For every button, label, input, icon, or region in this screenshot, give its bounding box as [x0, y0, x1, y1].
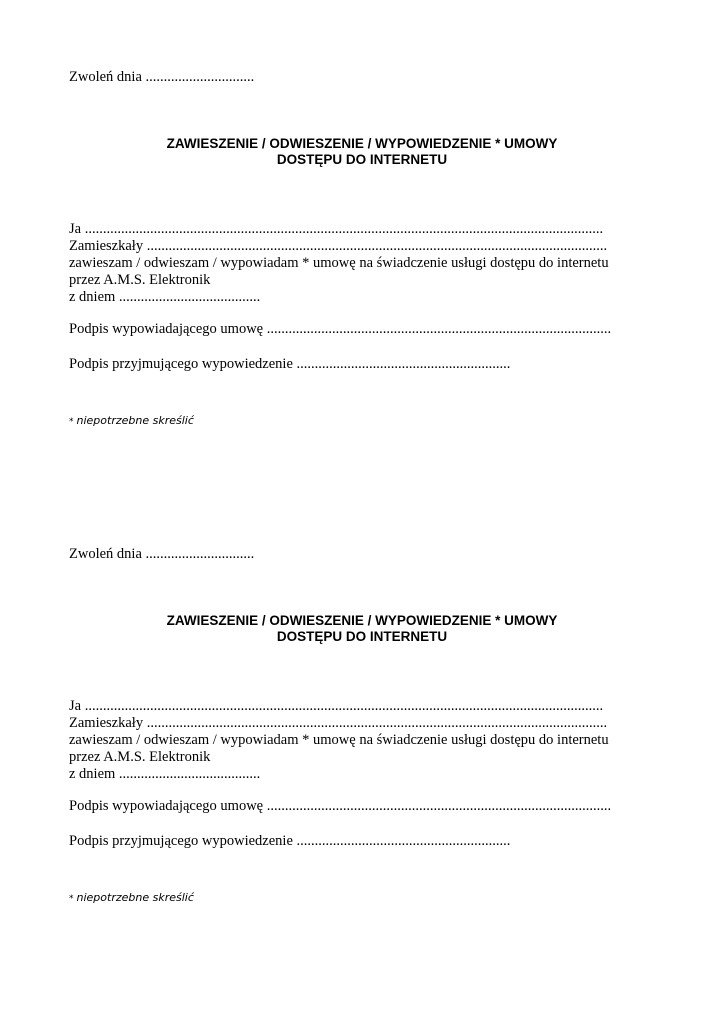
footnote	[69, 891, 194, 904]
address-field-line: Zamieszkały ...............................................................................................................................	[69, 715, 608, 731]
form-title-line-2: DOSTĘPU DO INTERNETU	[276, 152, 448, 167]
form-title-line-2: DOSTĘPU DO INTERNETU	[276, 629, 448, 644]
statement-line-1: zawieszam / odwieszam / wypowiadam * umowę na świadczenie usługi dostępu do internetu	[69, 255, 609, 271]
date-line: Zwoleń dnia ..............................	[69, 69, 255, 85]
terminating-signature-line: Podpis wypowiadającego umowę ...............................................................................................	[69, 321, 612, 337]
name-field-line: Ja ...............................................................................................................................................	[69, 221, 604, 237]
receiving-signature-line: Podpis przyjmującego wypowiedzenie ...........................................................	[69, 833, 511, 849]
footnote-text: niepotrzebne skreślić	[76, 891, 194, 904]
form-title	[0, 136, 724, 168]
form-title-line-1: ZAWIESZENIE / ODWIESZENIE / WYPOWIEDZENIE * UMOWY	[166, 613, 558, 628]
footnote-mark: *	[69, 894, 74, 904]
address-field-line: Zamieszkały ...............................................................................................................................	[69, 238, 608, 254]
effective-date-line: z dniem .......................................	[69, 289, 261, 305]
effective-date-line: z dniem .......................................	[69, 766, 261, 782]
date-line: Zwoleń dnia ..............................	[69, 546, 255, 562]
receiving-signature-line: Podpis przyjmującego wypowiedzenie ...........................................................	[69, 356, 511, 372]
form-body	[69, 221, 609, 306]
footnote	[69, 414, 194, 427]
form-title-line-1: ZAWIESZENIE / ODWIESZENIE / WYPOWIEDZENIE * UMOWY	[166, 136, 558, 151]
footnote-text: niepotrzebne skreślić	[76, 414, 194, 427]
name-field-line: Ja ...............................................................................................................................................	[69, 698, 604, 714]
terminating-signature-line: Podpis wypowiadającego umowę ...............................................................................................	[69, 798, 612, 814]
statement-line-2: przez A.M.S. Elektronik	[69, 749, 211, 765]
footnote-mark: *	[69, 417, 74, 427]
statement-line-2: przez A.M.S. Elektronik	[69, 272, 211, 288]
statement-line-1: zawieszam / odwieszam / wypowiadam * umowę na świadczenie usługi dostępu do internetu	[69, 732, 609, 748]
form-body	[69, 698, 609, 783]
form-title	[0, 613, 724, 645]
